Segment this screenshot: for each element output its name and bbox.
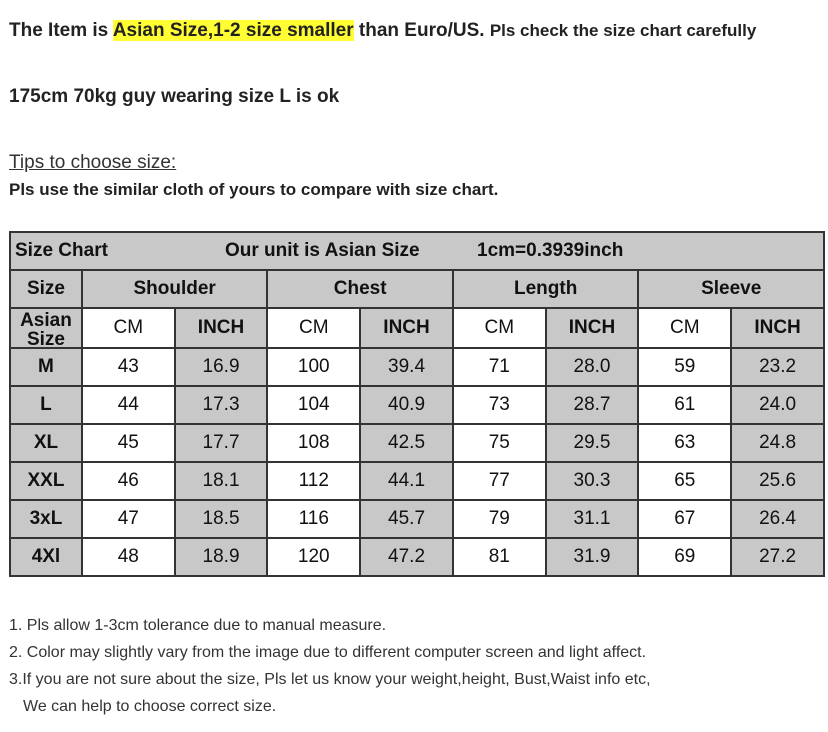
- table-cell: 18.1: [175, 462, 268, 500]
- table-cell: 44.1: [360, 462, 453, 500]
- table-title-row: [10, 232, 824, 270]
- table-cell: 27.2: [731, 538, 824, 576]
- table-cell: 108: [267, 424, 360, 462]
- table-row: [10, 500, 824, 538]
- table-cell: 47: [82, 500, 175, 538]
- table-cell: 71: [453, 348, 546, 386]
- table-cell: 17.3: [175, 386, 268, 424]
- table-cell: 100: [267, 348, 360, 386]
- table-group-row: [10, 270, 824, 308]
- row-size-label: XXL: [10, 462, 82, 500]
- table-cell: 47.2: [360, 538, 453, 576]
- row-size-label: XL: [10, 424, 82, 462]
- table-cell: 77: [453, 462, 546, 500]
- table-conversion: 1cm=0.3939inch: [477, 240, 624, 261]
- group-header-length: Length: [453, 270, 638, 308]
- table-cell: 40.9: [360, 386, 453, 424]
- table-cell: 24.8: [731, 424, 824, 462]
- note-4: We can help to choose correct size.: [23, 698, 277, 715]
- table-cell: 45.7: [360, 500, 453, 538]
- table-row: [10, 424, 824, 462]
- unit-inch: INCH: [360, 308, 453, 348]
- row-size-label: M: [10, 348, 82, 386]
- table-cell: 30.3: [546, 462, 639, 500]
- note-3: 3.If you are not sure about the size, Pls let us know your weight,height, Bust,Waist info etc,: [9, 671, 651, 688]
- fit-note: 175cm 70kg guy wearing size L is ok: [9, 86, 340, 107]
- unit-cm: CM: [267, 308, 360, 348]
- group-header-chest: Chest: [267, 270, 453, 308]
- unit-inch: INCH: [731, 308, 824, 348]
- table-row: [10, 538, 824, 576]
- table-cell: 63: [638, 424, 731, 462]
- table-cell: 61: [638, 386, 731, 424]
- table-cell: 46: [82, 462, 175, 500]
- table-unit-row: [10, 308, 824, 348]
- table-cell: 104: [267, 386, 360, 424]
- unit-inch: INCH: [175, 308, 268, 348]
- tips-title: Tips to choose size:: [9, 152, 177, 173]
- row-size-label: L: [10, 386, 82, 424]
- intro-middle: than Euro/US.: [353, 20, 490, 41]
- table-cell: 73: [453, 386, 546, 424]
- table-cell: 25.6: [731, 462, 824, 500]
- note-1: 1. Pls allow 1-3cm tolerance due to manual measure.: [9, 617, 387, 634]
- table-cell: 24.0: [731, 386, 824, 424]
- unit-cm: CM: [638, 308, 731, 348]
- note-2: 2. Color may slightly vary from the image due to different computer screen and light affect.: [9, 644, 647, 661]
- row-size-label: 4Xl: [10, 538, 82, 576]
- table-cell: 28.7: [546, 386, 639, 424]
- table-cell: 67: [638, 500, 731, 538]
- table-cell: 29.5: [546, 424, 639, 462]
- table-cell: 65: [638, 462, 731, 500]
- table-cell: 18.5: [175, 500, 268, 538]
- tips-text: Pls use the similar cloth of yours to compare with size chart.: [9, 180, 499, 199]
- intro-suffix: Pls check the size chart carefully: [489, 21, 757, 40]
- asian-size-label-cell: [10, 308, 82, 348]
- unit-inch: INCH: [546, 308, 639, 348]
- table-cell: 45: [82, 424, 175, 462]
- table-cell: 39.4: [360, 348, 453, 386]
- table-cell: 16.9: [175, 348, 268, 386]
- table-cell: 59: [638, 348, 731, 386]
- table-row: [10, 462, 824, 500]
- group-header-shoulder: Shoulder: [82, 270, 268, 308]
- unit-cm: CM: [82, 308, 175, 348]
- table-cell: 75: [453, 424, 546, 462]
- row-size-label: 3xL: [10, 500, 82, 538]
- table-cell: 112: [267, 462, 360, 500]
- table-cell: 18.9: [175, 538, 268, 576]
- table-cell: 69: [638, 538, 731, 576]
- table-cell: 81: [453, 538, 546, 576]
- table-cell: 23.2: [731, 348, 824, 386]
- table-cell: 79: [453, 500, 546, 538]
- table-cell: 31.1: [546, 500, 639, 538]
- intro-prefix: The Item is: [9, 20, 113, 41]
- table-cell: 26.4: [731, 500, 824, 538]
- table-row: [10, 386, 824, 424]
- table-unit-note: Our unit is Asian Size: [225, 240, 420, 261]
- table-row: [10, 348, 824, 386]
- table-title-cell: [10, 232, 824, 270]
- table-cell: 42.5: [360, 424, 453, 462]
- table-cell: 120: [267, 538, 360, 576]
- asian-size-label: Asian Size: [20, 311, 72, 347]
- table-cell: 43: [82, 348, 175, 386]
- group-header-sleeve: Sleeve: [638, 270, 824, 308]
- table-cell: 28.0: [546, 348, 639, 386]
- table-title: Size Chart: [15, 240, 108, 261]
- intro-line: [9, 20, 756, 42]
- table-cell: 116: [267, 500, 360, 538]
- table-cell: 17.7: [175, 424, 268, 462]
- table-cell: 44: [82, 386, 175, 424]
- intro-highlight: Asian Size,1-2 size smaller: [112, 20, 354, 41]
- table-cell: 31.9: [546, 538, 639, 576]
- size-chart-table: [9, 231, 825, 577]
- unit-cm: CM: [453, 308, 546, 348]
- table-cell: 48: [82, 538, 175, 576]
- size-header: Size: [10, 270, 82, 308]
